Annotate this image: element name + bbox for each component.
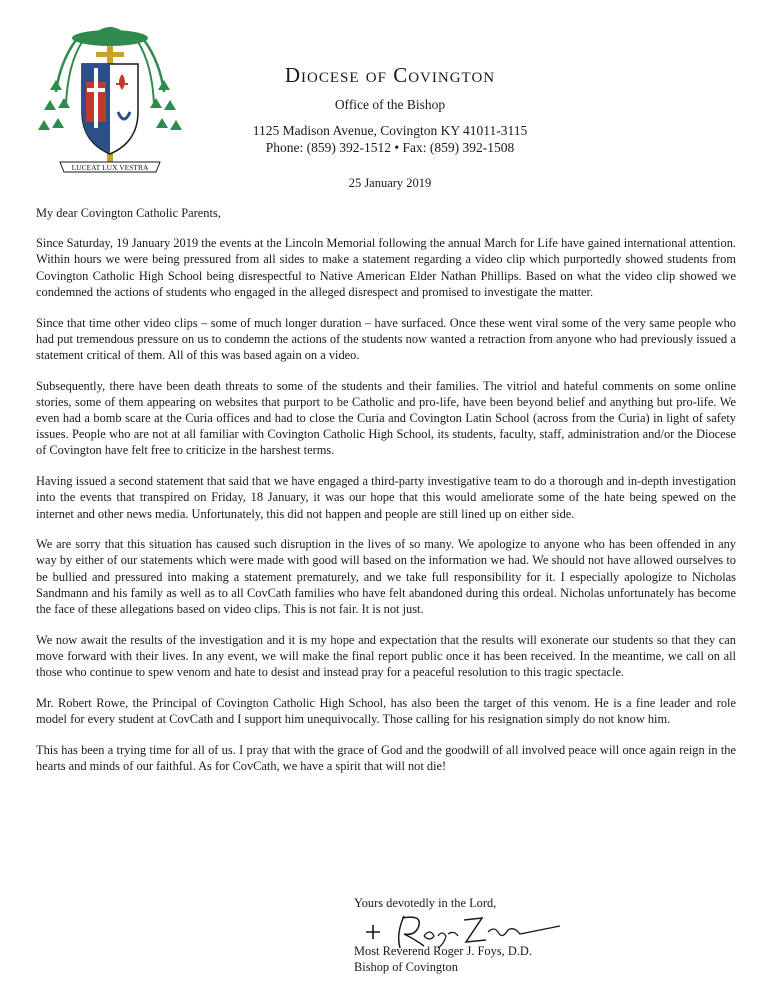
phone-fax: Phone: (859) 392-1512 • Fax: (859) 392-1508 bbox=[265, 140, 515, 155]
letterhead bbox=[210, 62, 570, 156]
signer-name: Most Reverend Roger J. Foys, D.D. bbox=[354, 944, 532, 958]
signer-title: Bishop of Covington bbox=[354, 960, 458, 974]
coat-of-arms-icon bbox=[30, 12, 190, 182]
paragraph-7: Mr. Robert Rowe, the Principal of Covington Catholic High School, has also been the target of this venom. He is a fine leader and role model for every student at CovCath and I support him unequivocally. Those calling for his resignation simply do not know him. bbox=[36, 695, 736, 727]
signer-block bbox=[354, 943, 532, 975]
motto-text: LUCEAT LUX VESTRA bbox=[71, 163, 149, 172]
address: 1125 Madison Avenue, Covington KY 41011-3115 bbox=[252, 123, 528, 138]
paragraph-5: We are sorry that this situation has caused such disruption in the lives of so many. We apologize to anyone who has been offended in any way by either of our statements which were made with good will based on the information we had. We should not have allowed ourselves to be bullied and pressured into making a statement prematurely, and we take full responsibility for it. I especially apologize to Nicholas Sandmann and his family as well as to all CovCath families who have felt abandoned during this ordeal. Nicholas unfortunately has become the face of these allegations based on video clips. This is not fair. It is not just. bbox=[36, 537, 736, 617]
letter-body bbox=[36, 205, 736, 789]
paragraph-1: Since Saturday, 19 January 2019 the events at the Lincoln Memorial following the annual March for Life have gained international attention. Within hours we were being pressured from all sides to make a statement regarding a video clip which purportedly showed students from Covington Catholic High School being disrespectful to Native American Elder Nathan Phillips. Based on what the video clip showed we condemned the actions of students who engaged in the alleged disrespect and promised to investigate the matter. bbox=[36, 236, 736, 299]
organization-name: Diocese of Covington bbox=[284, 63, 496, 87]
paragraph-4: Having issued a second statement that said that we have engaged a third-party investigative team to do a thorough and in-depth investigation into the events that transpired on Friday, 18 January, it was our hope that this would ameliorate some of the hate being spewed on the internet and other news media. Unfortunately, this did not happen and people are still lined up on either side. bbox=[36, 474, 736, 521]
office-name: Office of the Bishop bbox=[334, 97, 446, 112]
paragraph-8: This has been a trying time for all of us. I pray that with the grace of God and the goodwill of all involved peace will once again reign in the hearts and minds of our faithful. As for CovCath, we have a spirit that will not die! bbox=[36, 742, 736, 773]
paragraph-3: Subsequently, there have been death threats to some of the students and their families. The vitriol and hateful comments on some online stories, some of them appearing on websites that purport to be Catholic and pro-life, have been beyond belief and anything but pro-life. We even had a bomb scare at the Curia offices and had to close the Curia and Covington Latin School (across from the Curia) in light of safety issues. People who are not at all familiar with Covington Catholic High School, its students, faculty, staff, administration and/or the Diocese of Covington have felt free to criticize in the harshest terms. bbox=[36, 378, 736, 458]
paragraph-2: Since that time other video clips – some of much longer duration – have surfaced. Once these went viral some of the very same people who had put tremendous pressure on us to condemn the actions of the students now wanted a retraction from anyone who had previously issued a statement critical of them. All of this was based again on a video. bbox=[36, 315, 736, 362]
salutation: My dear Covington Catholic Parents, bbox=[36, 206, 221, 220]
letter-date: 25 January 2019 bbox=[348, 176, 432, 190]
paragraph-6: We now await the results of the investigation and it is my hope and expectation that the results will exonerate our students so that they can move forward with their lives. In any event, we will make the final report public once it has been received. In the meantime, we call on all those who continue to spew venom and hate to desist and instead pray for a peaceful resolution to this tragic spectacle. bbox=[36, 632, 736, 680]
closing: Yours devotedly in the Lord, bbox=[354, 896, 497, 910]
